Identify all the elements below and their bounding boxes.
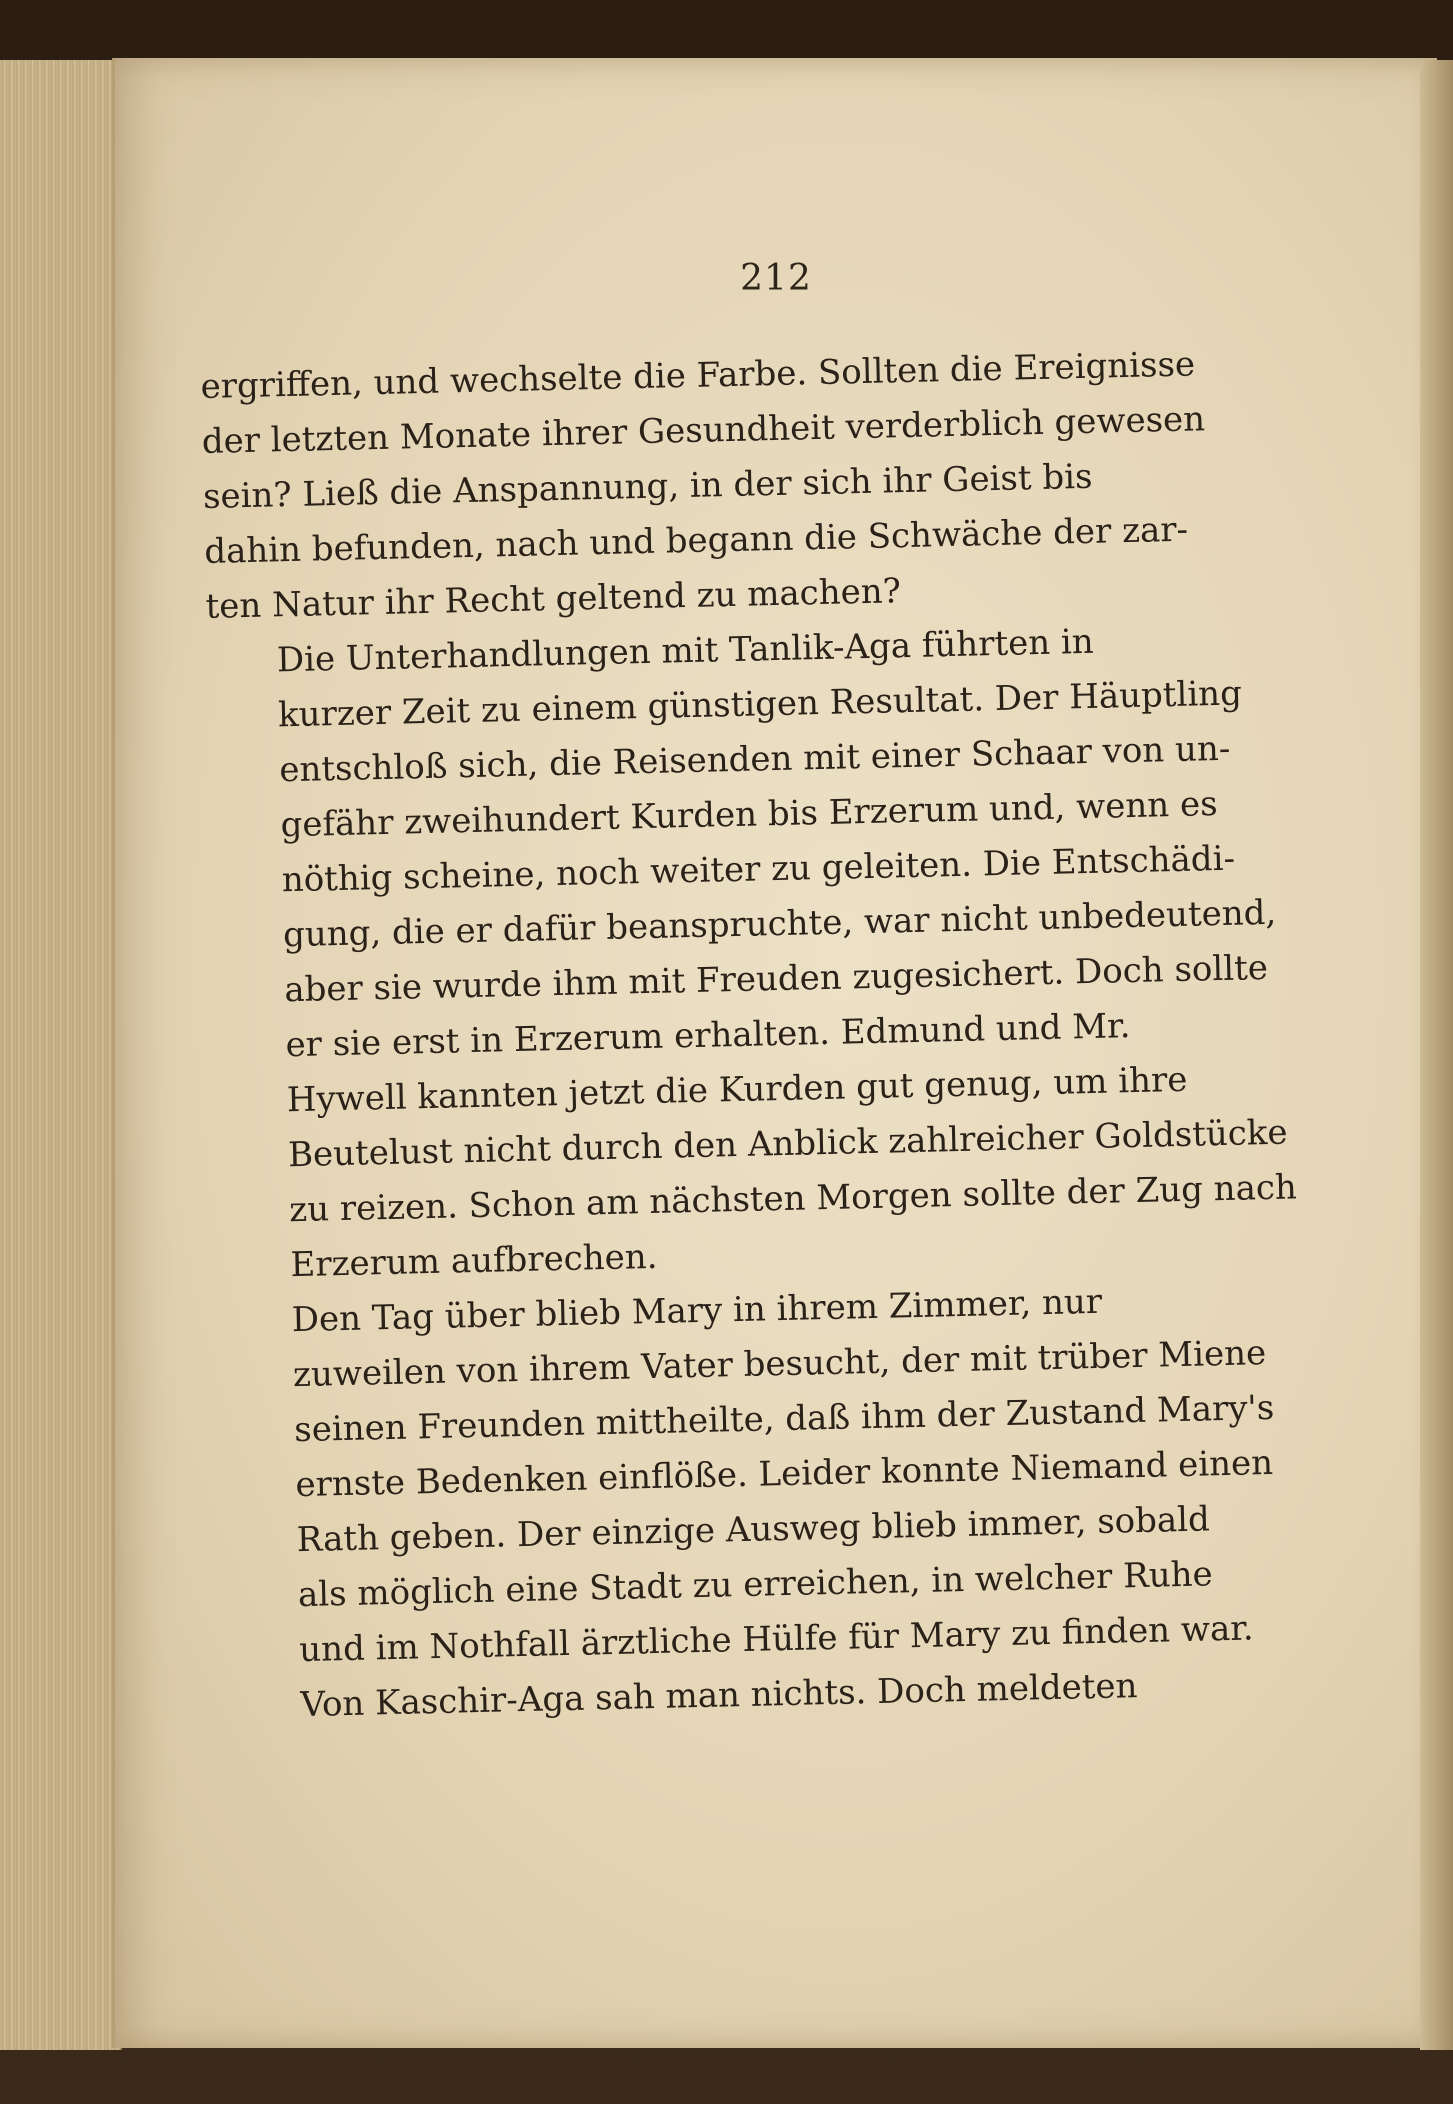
text-line: zu reizen. Schon am nächsten Morgen sollte der Zug nach bbox=[288, 1167, 1298, 1231]
text-line: gefähr zweihundert Kurden bis Erzerum und, wenn es bbox=[280, 784, 1218, 846]
text-line: als möglich eine Stadt zu erreichen, in welcher Ruhe bbox=[297, 1554, 1214, 1616]
text-line: sein? Ließ die Anspannung, in der sich ihr Geist bis bbox=[202, 456, 1093, 517]
page-stack-edge bbox=[0, 60, 122, 2050]
text-line: Erzerum aufbrechen. bbox=[290, 1236, 658, 1286]
text-line: aber sie wurde ihm mit Freuden zugesichert. Doch sollte bbox=[283, 947, 1269, 1011]
text-line: kurzer Zeit zu einem günstigen Resultat. Der Häuptling bbox=[277, 673, 1243, 736]
page-number: 212 bbox=[740, 258, 812, 299]
paragraph-1 bbox=[200, 335, 1306, 635]
text-line: Beutelust nicht durch den Anblick zahlreicher Goldstücke bbox=[287, 1112, 1288, 1176]
text-line: Hywell kannten jetzt die Kurden gut genug, um ihre bbox=[286, 1059, 1188, 1121]
paragraph-3 bbox=[221, 1270, 1329, 1680]
body-text bbox=[200, 335, 1331, 1735]
text-line: ten Natur ihr Recht geltend zu machen? bbox=[205, 571, 902, 627]
text-line: Die Unterhandlungen mit Tanlik-Aga führten in bbox=[276, 621, 1095, 681]
text-line: nöthig scheine, noch weiter zu geleiten. Die Entschädi- bbox=[281, 838, 1236, 901]
text-line: zuweilen von ihrem Vater besucht, der mit trüber Miene bbox=[292, 1333, 1267, 1396]
text-line: dahin befunden, nach und begann die Schwäche der zar- bbox=[203, 509, 1189, 572]
paragraph-2 bbox=[206, 610, 1321, 1295]
text-line: der letzten Monate ihrer Gesundheit verderblich gewesen bbox=[201, 399, 1206, 462]
text-line: und im Nothfall ärztliche Hülfe für Mary zu finden war. bbox=[298, 1608, 1255, 1671]
text-line: ernste Bedenken einflöße. Leider konnte Niemand einen bbox=[295, 1442, 1274, 1506]
text-line: Rath geben. Der einzige Ausweg blieb immer, sobald bbox=[296, 1499, 1211, 1561]
text-line: entschloß sich, die Reisenden mit einer Schaar von un- bbox=[278, 728, 1231, 791]
text-line: seinen Freunden mittheilte, daß ihm der Zustand Mary's bbox=[293, 1387, 1275, 1451]
text-line: Den Tag über blieb Mary in ihrem Zimmer, nur bbox=[291, 1281, 1103, 1341]
text-line: er sie erst in Erzerum erhalten. Edmund und Mr. bbox=[285, 1006, 1131, 1066]
text-line: Von Kaschir-Aga sah man nichts. Doch meldeten bbox=[300, 1666, 1138, 1726]
text-line: gung, die er dafür beanspruchte, war nicht unbedeutend, bbox=[282, 892, 1277, 956]
page-right-edge bbox=[1420, 60, 1453, 2050]
text-line: ergriffen, und wechselte die Farbe. Sollten die Ereignisse bbox=[200, 344, 1196, 407]
